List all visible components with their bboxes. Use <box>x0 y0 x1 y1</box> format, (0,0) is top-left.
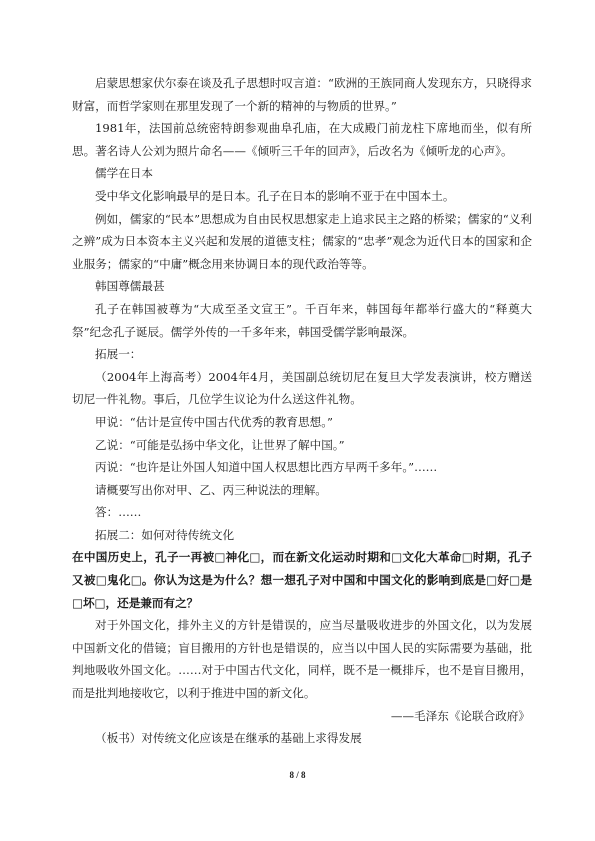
document-body <box>72 72 532 750</box>
paragraph-japan-examples: 例如，儒家的“民本”思想成为自由民权思想家走上追求民主之路的桥梁；儒家的“义利之辨”成为日本资本主义兴起和发展的道德支柱；儒家的“忠孝”观念为近代日本的国家和企业服务；儒家的“中庸”概念用来协调日本的现代政治等等。 <box>72 211 532 271</box>
statement-yi: 乙说：“可能是弘扬中华文化，让世界了解中国。” <box>95 437 345 452</box>
statement-jia: 甲说：“估计是宣传中国古代优秀的教育思想。” <box>95 414 333 429</box>
heading-japan: 儒学在日本 <box>95 166 153 181</box>
heading-extension-two: 拓展二：如何对待传统文化 <box>95 527 235 542</box>
answer-line: 答：…… <box>95 505 142 520</box>
page-number: 8 / 8 <box>289 770 306 780</box>
paragraph-voltaire: 启蒙思想家伏尔泰在谈及孔子思想时叹言道：“欧洲的王族同商人发现东方，只晓得求财富，而哲学家则在那里发现了一个新的精神的与物质的世界。” <box>72 76 532 113</box>
heading-extension-one: 拓展一： <box>95 347 142 362</box>
paragraph-mitterrand: 1981年，法国前总统密特朗参观曲阜孔庙，在大成殿门前龙柱下席地而坐，似有所思。著名诗人公刘为照片命名——《倾听三千年的回声》，后改名为《倾听龙的心声》。 <box>72 121 532 158</box>
quote-source: ——毛泽东《论联合政府》 <box>390 708 530 723</box>
paragraph-korea: 孔子在韩国被尊为“大成至圣文宣王”。千百年来，韩国每年都举行盛大的“释奠大祭”纪念孔子诞辰。儒学外传的一千多年来，韩国受儒学影响最深。 <box>72 301 532 339</box>
instruction: 请概要写出你对甲、乙、丙三种说法的理解。 <box>95 482 327 497</box>
paragraph-exam-question: （2004年上海高考）2004年4月，美国副总统切尼在复旦大学发表演讲，校方赠送切尼一件礼物。事后，几位学生议论为什么送这件礼物。 <box>72 369 532 407</box>
statement-bing: 丙说：“也许是让外国人知道中国人权思想比西方早两千多年。”…… <box>95 460 438 475</box>
mao-quote: 对于外国文化，排外主义的方针是错误的，应当尽量吸收进步的外国文化，以为发展中国新文化的借镜；盲目搬用的方针也是错误的，应当以中国人民的实际需要为基础，批判地吸收外国文化。……对于中国古代文化，同样，既不是一概排斥，也不是盲目搬用，而是批判地接收它，以利于推进中国的新文化。 <box>72 618 532 701</box>
heading-korea: 韩国尊儒最甚 <box>95 279 165 294</box>
paragraph-japan-influence: 受中华文化影响最早的是日本。孔子在日本的影响不亚于在中国本土。 <box>95 188 455 203</box>
bold-question: 在中国历史上，孔子一再被□神化□，而在新文化运动时期和□文化大革命□时期，孔子又被□鬼化□。你认为这是为什么？想一想孔子对中国和中国文化的影响到底是□好□是□坏□，还是兼而有之？ <box>72 550 532 610</box>
board-note: （板书）对传统文化应该是在继承的基础上求得发展 <box>95 731 362 746</box>
